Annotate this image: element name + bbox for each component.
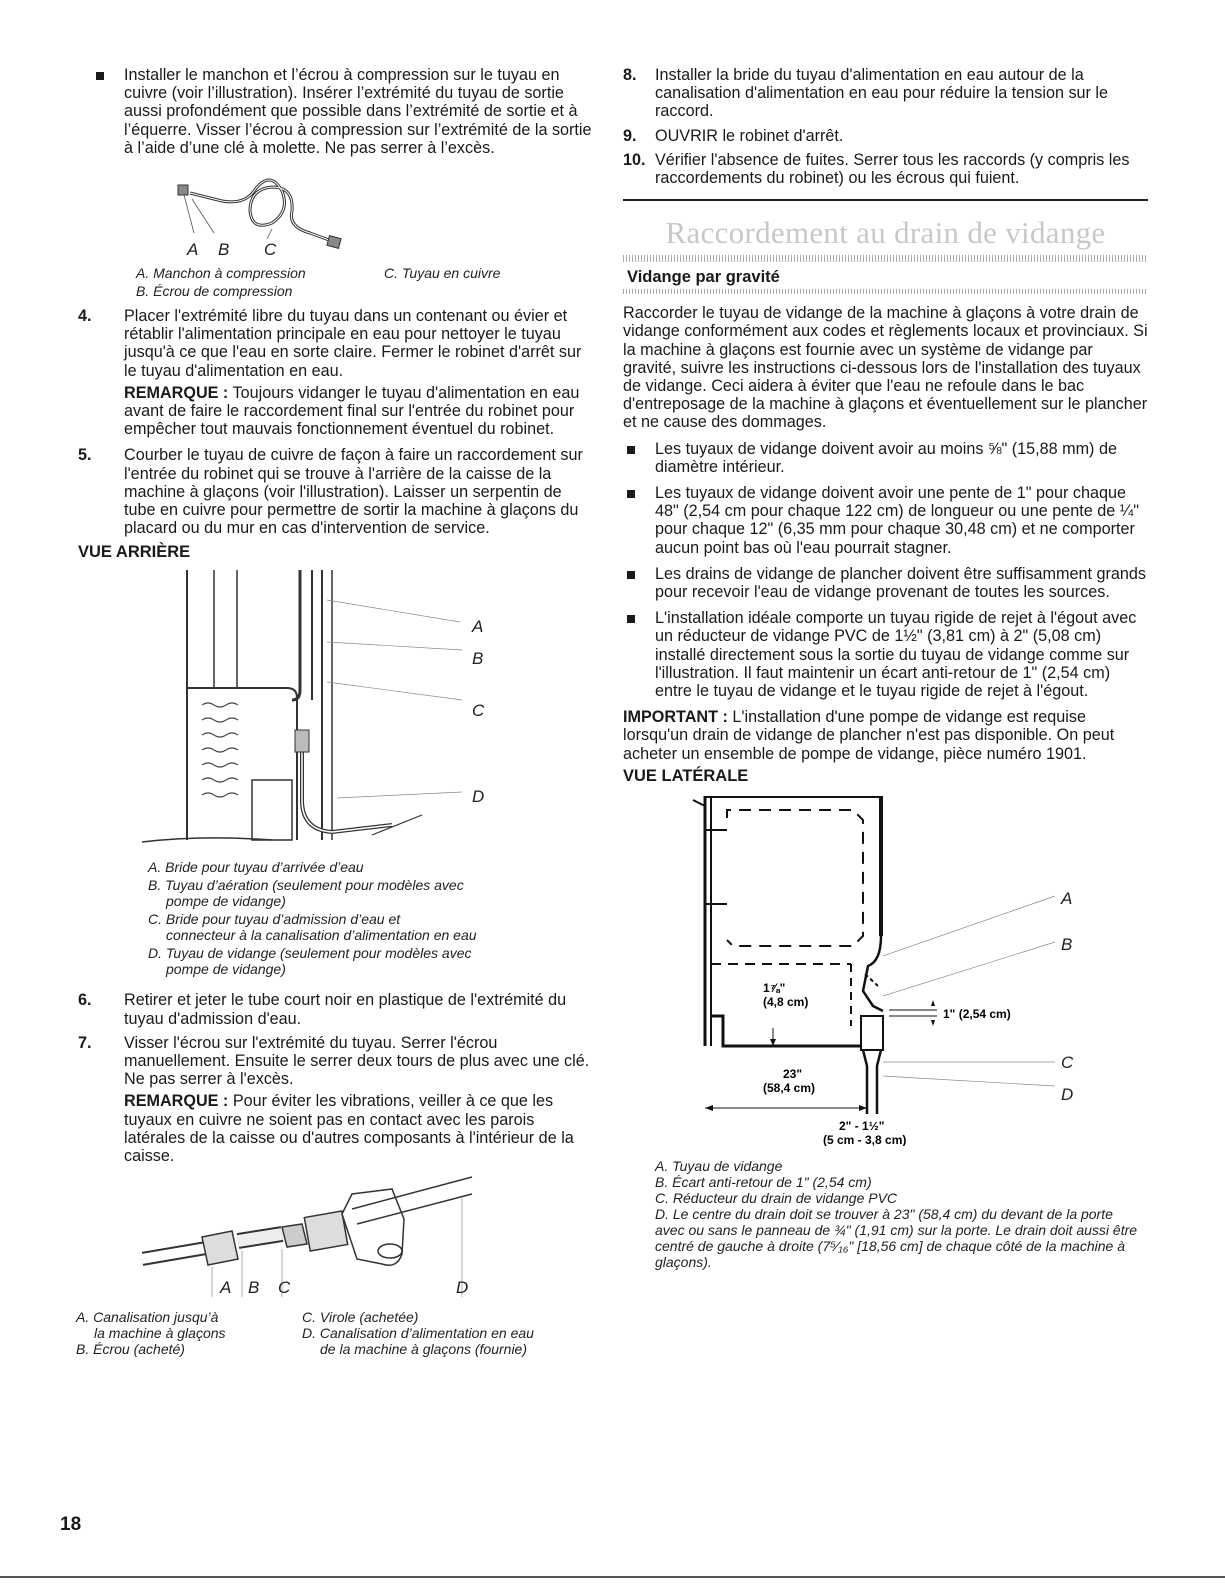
bullet-square-icon xyxy=(627,490,635,498)
fig4-dim-gap-2: (4,8 cm) xyxy=(763,994,809,1009)
fig4-dim-pipe-2: (5 cm - 3,8 cm) xyxy=(823,1132,907,1146)
fig2-caption-b2: pompe de vidange) xyxy=(166,893,286,910)
fig4-caption-d: D. Le centre du drain doit se trouver à 23" (58,4 cm) du devant de la porte avec ou sans le panneau de ¾" (1,91 cm) sur la porte. Le drain doit aussi être centré de gauche à droite (7⁵⁄₁₆" [18,56 cm] de chaque côté de la machine à glaçons). xyxy=(655,1205,1138,1270)
step-10 xyxy=(623,151,1148,187)
intro-paragraph: Raccorder le tuyau de vidange de la machine à glaçons à votre drain de vidange conformément aux codes et règlements locaux et provinciaux. Si la machine à glaçons est fournie avec un système de vidange par gravité, suivre les instructions ci-dessous lors de l'installation des tuyaux de vidange. Ceci aidera à éviter que l'eau ne refoule dans le bac d'entreposage de la machine à glaçons et éventuellement sur le plancher et ne cause des dommages. xyxy=(623,304,1148,432)
fig3-label-c: C xyxy=(278,1278,291,1298)
bottom-rule xyxy=(0,1576,1225,1578)
fig3-caption xyxy=(76,1309,592,1365)
step-6-text: Retirer et jeter le tube court noir en plastique de l'extrémité du tuyau d'admission d'eau. xyxy=(124,991,567,1028)
side-view-figure xyxy=(683,796,1148,1146)
sub-heading: Vidange par gravité xyxy=(627,268,780,287)
copper-tube-illustration xyxy=(132,171,392,261)
side-view-illustration xyxy=(683,796,1083,1146)
list-item xyxy=(92,66,592,157)
fig2-caption-a: A. Bride pour tuyau d’arrivée d’eau xyxy=(148,859,364,876)
list-item xyxy=(623,484,1148,557)
fig1-label-c: C xyxy=(264,240,277,260)
fig1-caption-c: C. Tuyau en cuivre xyxy=(384,265,501,282)
fig3-caption-a1: A. Canalisation jusqu’à xyxy=(76,1309,219,1326)
fig4-label-b: B xyxy=(1061,934,1073,954)
section-rule xyxy=(623,199,1148,201)
page-number: 18 xyxy=(60,1514,82,1535)
remarque-2-text: Pour éviter les vibrations, veiller à ce que les tuyaux en cuivre ne soient pas en contact avec les parois latérales de la caisse ou d'autres composants à l'intérieur de la caisse. xyxy=(124,1092,574,1166)
fig2-caption xyxy=(148,859,592,977)
fig3-caption-a2: la machine à glaçons xyxy=(94,1325,226,1342)
list-item xyxy=(623,440,1148,476)
step-10-number: 10. xyxy=(623,150,646,169)
step-5-number: 5. xyxy=(78,446,92,465)
sub-heading-hatch-divider xyxy=(623,289,1148,294)
fig3-caption-d2: de la machine à glaçons (fournie) xyxy=(320,1341,528,1358)
vue-arriere-heading: VUE ARRIÈRE xyxy=(78,543,191,562)
bullet-square-icon xyxy=(627,615,635,623)
section-title: Raccordement au drain de vidange xyxy=(665,215,1106,251)
step-6 xyxy=(78,991,592,1028)
fig4-caption-c: C. Réducteur du drain de vidange PVC xyxy=(655,1189,898,1206)
step-4 xyxy=(78,307,592,439)
remarque-2 xyxy=(124,1092,592,1165)
step-9 xyxy=(623,127,1148,145)
remarque-1 xyxy=(124,384,592,439)
remarque-1-text: Toujours vidanger le tuyau d'alimentation en eau avant de faire le raccordement final sur l'entrée du robinet pour empêcher tout mauvais fonctionnement éventuel du robinet. xyxy=(124,383,580,439)
fig4-dim-air: 1" (2,54 cm) xyxy=(943,1006,1011,1021)
fig1-caption-b: B. Écrou de compression xyxy=(136,283,293,300)
list-item xyxy=(623,565,1148,601)
step-6-number: 6. xyxy=(78,991,92,1010)
fig2-caption-d1: D. Tuyau de vidange (seulement pour modèles avec xyxy=(148,945,472,962)
step-8-text: Installer la bride du tuyau d'alimentation en eau autour de la canalisation d'alimentation en eau pour réduire la tension sur le raccord. xyxy=(655,66,1109,121)
fig1-caption xyxy=(136,265,592,301)
step-8-number: 8. xyxy=(623,66,637,84)
bullet-2-text: Les tuyaux de vidange doivent avoir une pente de 1" pour chaque 48" (2,54 cm pour chaque 122 cm) de longueur ou une pente de ¼" pour chaque 12" (6,35 mm pour chaque 30,48 cm) et ne comporter aucun point bas où l'eau pourrait stagner. xyxy=(655,484,1139,557)
bullet-1-text: Les tuyaux de vidange doivent avoir au moins ⅝" (15,88 mm) de diamètre intérieur. xyxy=(655,439,1117,476)
fig3-label-a: A xyxy=(220,1278,232,1298)
rear-view-figure xyxy=(122,570,592,855)
step-5 xyxy=(78,446,592,538)
step-7-text: Visser l'écrou sur l'extrémité du tuyau. Serrer l'écrou manuellement. Ensuite le serrer deux tours de plus avec une clé. Ne pas serrer à l'excès. xyxy=(124,1033,590,1089)
list-item xyxy=(623,609,1148,700)
remarque-1-label: REMARQUE : xyxy=(124,383,229,402)
bullet-square-icon xyxy=(96,72,104,80)
fig4-dim-pipe-1: 2" - 1½" xyxy=(839,1118,885,1133)
fig3-caption-c: C. Virole (achetée) xyxy=(302,1309,419,1326)
install-sleeve-text: Installer le manchon et l’écrou à compression sur le tuyau en cuivre (voir l’illustration). Insérer l’extrémité du tuyau de sortie aussi profondément que possible dans l’extrémité de sortie et à l’équerre. Visser l’écrou à compression sur l’extrémité de la sortie à l’aide d’une clé à molette. Ne pas serrer à l’excès. xyxy=(124,66,592,157)
right-column xyxy=(623,66,1148,1270)
bullet-3-text: Les drains de vidange de plancher doivent être suffisamment grands pour recevoir l'eau de vidange provenant de toutes les sources. xyxy=(655,564,1147,602)
fig2-label-d: D xyxy=(472,787,485,807)
fig4-dim-depth-2: (58,4 cm) xyxy=(763,1080,816,1095)
bullet-square-icon xyxy=(627,446,635,454)
step-7-number: 7. xyxy=(78,1033,92,1052)
bullet-4-text: L'installation idéale comporte un tuyau rigide de rejet à l'égout avec un réducteur de vidange PVC de 1½" (3,81 cm) à 2" (5,08 cm) installé directement sous la sortie du tuyau de vidange comme sur l'illustration. Il faut maintenir un écart anti-retour de 1" (2,54 cm) entre le tuyau de vidange et le tuyau rigide de rejet à l'égout. xyxy=(655,609,1137,701)
fig3-label-d: D xyxy=(456,1278,469,1298)
fig2-label-b: B xyxy=(472,649,484,669)
step-8 xyxy=(623,66,1148,121)
fig2-label-a: A xyxy=(472,617,484,637)
important-label: IMPORTANT : xyxy=(623,708,728,727)
section-hatch-divider xyxy=(623,255,1148,262)
step-7 xyxy=(78,1033,592,1166)
fig2-caption-b1: B. Tuyau d’aération (seulement pour modèles avec xyxy=(148,877,464,894)
step-9-number: 9. xyxy=(623,126,637,145)
step-5-text: Courber le tuyau de cuivre de façon à faire un raccordement sur l'entrée du robinet qui se trouve à l'arrière de la caisse de la machine à glaçons (voir l'illustration). Laisser un serpentin de tube en cuivre pour permettre de sortir la machine à glaçons du placard ou du mur en cas d'intervention de service. xyxy=(124,446,583,538)
fittings-illustration xyxy=(142,1169,522,1309)
step-9-text: OUVRIR le robinet d'arrêt. xyxy=(655,126,844,145)
step-4-text: Placer l'extrémité libre du tuyau dans un contenant ou évier et rétablir l'alimentation principale en eau pour nettoyer le tuyau jusqu'à ce que l'eau en sorte claire. Fermer le robinet d'arrêt sur le tuyau d'alimentation en eau. xyxy=(124,307,582,380)
fig2-caption-c2: connecteur à la canalisation d’alimentation en eau xyxy=(166,927,477,944)
left-column xyxy=(76,66,592,1365)
fig1-label-a: A xyxy=(187,240,199,260)
fig4-label-a: A xyxy=(1061,888,1073,908)
fig3-label-b: B xyxy=(248,1278,260,1298)
step-10-text: Vérifier l'absence de fuites. Serrer tous les raccords (y compris les raccordements du robinet) ou les écrous qui fuient. xyxy=(655,150,1130,188)
fig4-caption xyxy=(655,1158,1145,1270)
fig1-label-b: B xyxy=(218,240,230,260)
bullet-square-icon xyxy=(627,571,635,579)
fig4-caption-a: A. Tuyau de vidange xyxy=(655,1157,783,1174)
fig4-label-c: C xyxy=(1061,1052,1074,1072)
fig1-caption-a: A. Manchon à compression xyxy=(136,265,306,282)
fig4-dim-gap-1: 1⅞" xyxy=(763,980,786,995)
fig2-label-c: C xyxy=(472,701,485,721)
fig3-caption-b: B. Écrou (acheté) xyxy=(76,1341,185,1358)
rear-view-illustration xyxy=(122,570,522,855)
copper-tube-figure xyxy=(132,171,592,261)
fig2-caption-d2: pompe de vidange) xyxy=(166,961,286,978)
remarque-2-label: REMARQUE : xyxy=(124,1092,229,1111)
fittings-figure xyxy=(142,1169,592,1309)
fig3-caption-d1: D. Canalisation d’alimentation en eau xyxy=(302,1325,534,1342)
fig4-caption-b: B. Écart anti-retour de 1" (2,54 cm) xyxy=(655,1173,872,1190)
fig2-caption-c1: C. Bride pour tuyau d’admission d’eau et xyxy=(148,911,401,928)
important-note xyxy=(623,708,1148,763)
important-text: L'installation d'une pompe de vidange est requise lorsqu'un drain de vidange de plancher n'est pas disponible. On peut acheter un ensemble de pompe de vidange, pièce numéro 1901. xyxy=(623,708,1115,763)
fig4-dim-depth-1: 23" xyxy=(783,1066,803,1081)
fig4-label-d: D xyxy=(1061,1084,1074,1104)
step-4-number: 4. xyxy=(78,307,92,326)
vue-laterale-heading: VUE LATÉRALE xyxy=(623,766,749,785)
